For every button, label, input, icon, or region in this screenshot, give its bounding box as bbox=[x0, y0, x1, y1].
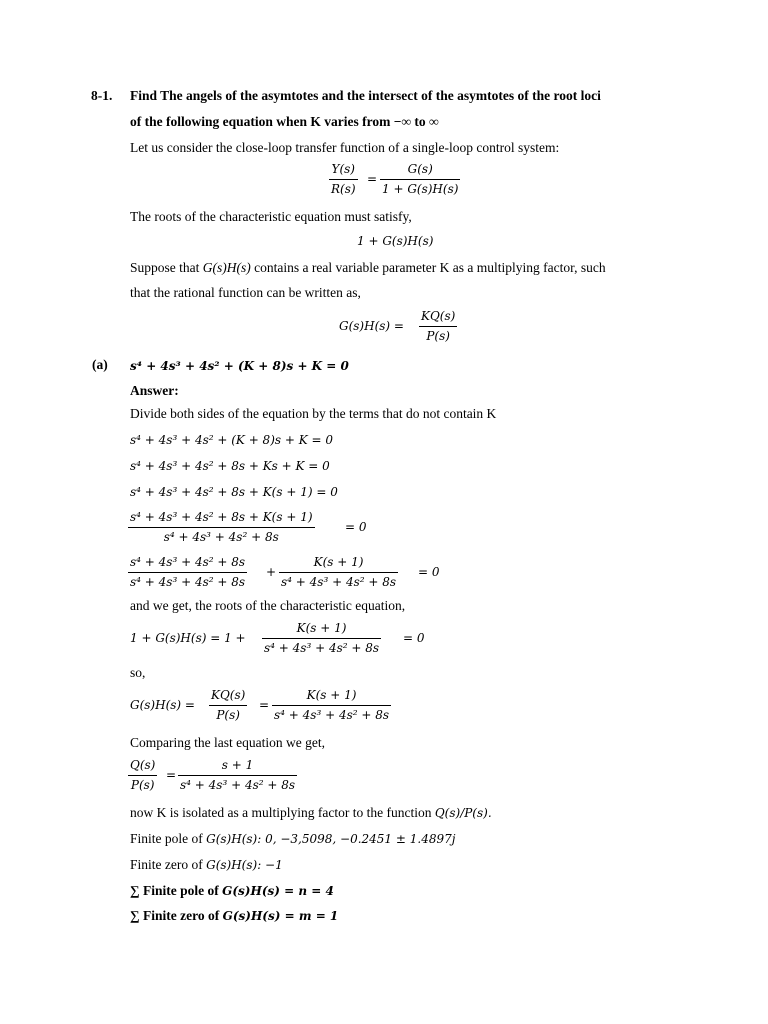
rational-function-numerator: KQ(s) bbox=[419, 309, 457, 327]
isolated-text: now K is isolated as a multiplying factor to the function Q(s)/P(s). bbox=[130, 805, 492, 820]
step-2: s⁴ + 4s³ + 4s² + 8s + Ks + K = 0 bbox=[130, 459, 330, 473]
step-3: s⁴ + 4s³ + 4s² + 8s + K(s + 1) = 0 bbox=[130, 485, 338, 499]
gh-denominator-2: s⁴ + 4s³ + 4s² + 8s bbox=[274, 708, 390, 722]
intro-line2: The roots of the characteristic equation must satisfy, bbox=[130, 209, 412, 224]
roots-text: and we get, the roots of the characteristic equation, bbox=[130, 598, 406, 613]
gh-equals: = bbox=[259, 698, 270, 712]
step-5-denominator-2: s⁴ + 4s³ + 4s² + 8s bbox=[281, 575, 397, 589]
roots-lhs: 1 + G(s)H(s) = 1 + bbox=[130, 631, 246, 645]
characteristic-equation: 1 + G(s)H(s) bbox=[357, 234, 434, 248]
qp-equals: = bbox=[166, 768, 177, 782]
gh-denominator-1: P(s) bbox=[216, 708, 240, 722]
tf-left-denominator: R(s) bbox=[331, 182, 356, 196]
tf-left-numerator: Y(s) bbox=[329, 162, 358, 180]
step-4-rhs: = 0 bbox=[345, 520, 367, 534]
step-5-fraction-2 bbox=[279, 555, 398, 590]
gh-numerator-2: K(s + 1) bbox=[272, 688, 391, 706]
so-text: so, bbox=[130, 665, 146, 680]
qp-numerator-1: Q(s) bbox=[128, 758, 157, 776]
tf-left-fraction bbox=[329, 162, 358, 197]
sum-finite-pole: ∑ Finite pole of G(s)H(s) = n = 4 bbox=[130, 883, 334, 898]
compare-text: Comparing the last equation we get, bbox=[130, 735, 325, 750]
tf-right-numerator: G(s) bbox=[380, 162, 460, 180]
roots-numerator: K(s + 1) bbox=[262, 621, 381, 639]
step-5-numerator-2: K(s + 1) bbox=[279, 555, 398, 573]
gh-lhs: G(s)H(s) = bbox=[130, 698, 195, 712]
sum-finite-zero: ∑ Finite zero of G(s)H(s) = m = 1 bbox=[130, 908, 339, 923]
intro-line4: that the rational function can be written as, bbox=[130, 285, 361, 300]
step-5-plus: + bbox=[266, 565, 277, 579]
rational-function-fraction bbox=[419, 309, 457, 344]
step-5-numerator-1: s⁴ + 4s³ + 4s² + 8s bbox=[128, 555, 247, 573]
answer-label: Answer: bbox=[130, 383, 179, 398]
tf-equals: = bbox=[367, 172, 378, 186]
intro-line1: Let us consider the close-loop transfer function of a single-loop control system: bbox=[130, 140, 560, 155]
finite-pole: Finite pole of G(s)H(s): 0, −3,5098, −0.2451 ± 1.4897j bbox=[130, 831, 456, 846]
qp-fraction-2 bbox=[178, 758, 297, 793]
step-4-fraction bbox=[128, 510, 315, 545]
finite-zero: Finite zero of G(s)H(s): −1 bbox=[130, 857, 283, 872]
qp-denominator-1: P(s) bbox=[130, 778, 155, 792]
roots-fraction bbox=[262, 621, 381, 656]
rational-function-lhs: G(s)H(s) = bbox=[339, 319, 404, 333]
roots-rhs: = 0 bbox=[403, 631, 425, 645]
tf-right-denominator: 1 + G(s)H(s) bbox=[382, 182, 459, 196]
step-5-rhs: = 0 bbox=[418, 565, 440, 579]
rational-function-denominator: P(s) bbox=[426, 329, 450, 343]
qp-numerator-2: s + 1 bbox=[178, 758, 297, 776]
roots-denominator: s⁴ + 4s³ + 4s² + 8s bbox=[264, 641, 380, 655]
step-5-denominator-1: s⁴ + 4s³ + 4s² + 8s bbox=[130, 575, 246, 589]
intro-line3: Suppose that G(s)H(s) contains a real variable parameter K as a multiplying factor, such bbox=[130, 260, 606, 275]
divide-text: Divide both sides of the equation by the terms that do not contain K bbox=[130, 406, 497, 421]
qp-denominator-2: s⁴ + 4s³ + 4s² + 8s bbox=[180, 778, 296, 792]
tf-right-fraction bbox=[380, 162, 460, 197]
step-5-fraction-1 bbox=[128, 555, 247, 590]
problem-title-line1: Find The angels of the asymtotes and the intersect of the asymtotes of the root loci bbox=[130, 88, 601, 103]
qp-fraction-1 bbox=[128, 758, 157, 793]
gh-fraction-2 bbox=[272, 688, 391, 723]
part-a-equation: s⁴ + 4s³ + 4s² + (K + 8)s + K = 0 bbox=[130, 359, 349, 373]
step-4-numerator: s⁴ + 4s³ + 4s² + 8s + K(s + 1) bbox=[128, 510, 315, 528]
step-1: s⁴ + 4s³ + 4s² + (K + 8)s + K = 0 bbox=[130, 433, 333, 447]
gh-numerator-1: KQ(s) bbox=[209, 688, 247, 706]
problem-title-line2: of the following equation when K varies from −∞ to ∞ bbox=[130, 114, 439, 129]
problem-number: 8-1. bbox=[91, 88, 113, 103]
step-4-denominator: s⁴ + 4s³ + 4s² + 8s bbox=[163, 530, 279, 544]
part-a-label: (a) bbox=[92, 357, 108, 372]
gh-fraction-1 bbox=[209, 688, 247, 723]
